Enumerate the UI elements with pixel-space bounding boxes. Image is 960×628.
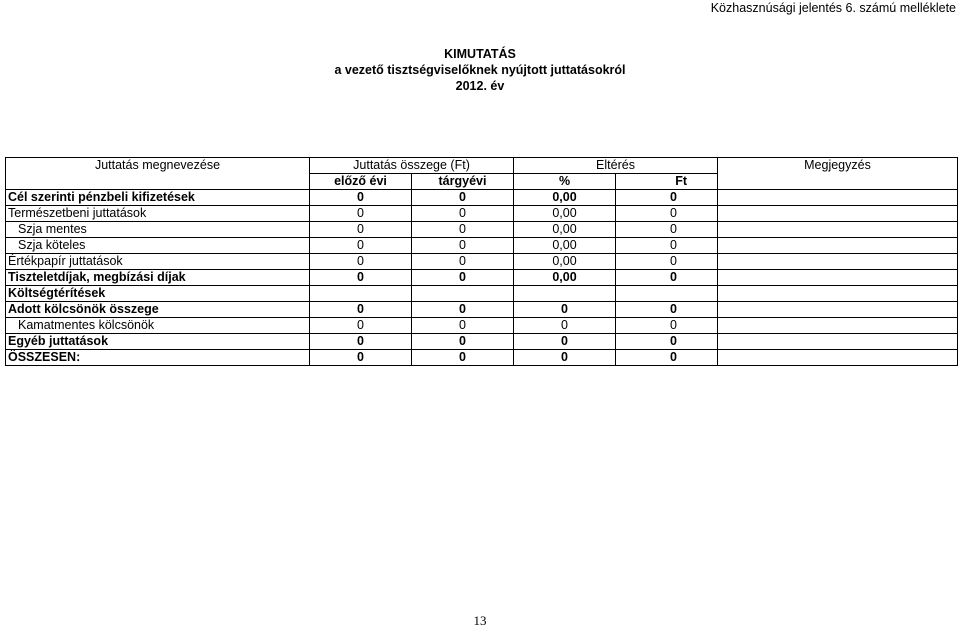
row-ft-value: 0: [616, 270, 718, 286]
row-label: Értékpapír juttatások: [6, 254, 310, 270]
row-curr-value: 0: [412, 190, 514, 206]
table-header-row-2: [6, 174, 958, 190]
table-header-row-1: [6, 158, 958, 174]
table-row: [6, 206, 958, 222]
row-label: Természetbeni juttatások: [6, 206, 310, 222]
row-note: [718, 190, 958, 206]
row-ft-value: 0: [616, 350, 718, 366]
row-ft-value: 0: [616, 190, 718, 206]
title-line-2: a vezető tisztségviselőknek nyújtott juttatásokról: [334, 63, 626, 77]
row-ft-value: 0: [616, 334, 718, 350]
table-row: [6, 190, 958, 206]
row-prev-value: 0: [310, 238, 412, 254]
title-line-1: KIMUTATÁS: [444, 47, 516, 61]
row-prev-value: 0: [310, 318, 412, 334]
row-curr-value: 0: [412, 270, 514, 286]
row-note: [718, 318, 958, 334]
header-name-cont: [6, 174, 310, 190]
header-diff: Eltérés: [514, 158, 718, 174]
row-prev-value: 0: [310, 222, 412, 238]
row-label: Szja mentes: [6, 222, 310, 238]
row-prev-value: 0: [310, 206, 412, 222]
row-ft-value: 0: [616, 222, 718, 238]
table-row: [6, 286, 958, 302]
page-number: 13: [473, 613, 487, 628]
row-curr-value: 0: [412, 350, 514, 366]
row-note: [718, 222, 958, 238]
row-pct-value: 0,00: [514, 238, 616, 254]
row-curr-value: 0: [412, 206, 514, 222]
table-row: [6, 270, 958, 286]
row-note: [718, 238, 958, 254]
table-row: [6, 302, 958, 318]
row-prev-value: 0: [310, 190, 412, 206]
row-prev-value: 0: [310, 334, 412, 350]
row-label: Kamatmentes kölcsönök: [6, 318, 310, 334]
row-label: ÖSSZESEN:: [6, 350, 310, 366]
row-note: [718, 286, 958, 302]
header-note: Közhasznúsági jelentés 6. számú melléklete: [710, 1, 956, 15]
row-pct-value: 0,00: [514, 270, 616, 286]
row-curr-value: 0: [412, 238, 514, 254]
benefits-table: [5, 157, 958, 366]
header-note-cont: [718, 174, 958, 190]
row-prev-value: 0: [310, 270, 412, 286]
row-pct-value: [514, 286, 616, 302]
header-name: Juttatás megnevezése: [6, 158, 310, 174]
table-row: [6, 350, 958, 366]
row-ft-value: 0: [616, 254, 718, 270]
row-label: Egyéb juttatások: [6, 334, 310, 350]
header-prev: előző évi: [310, 174, 412, 190]
row-curr-value: [412, 286, 514, 302]
row-pct-value: 0: [514, 350, 616, 366]
table-row: [6, 254, 958, 270]
row-prev-value: 0: [310, 350, 412, 366]
row-label: Szja köteles: [6, 238, 310, 254]
table-row: [6, 238, 958, 254]
row-pct-value: 0: [514, 334, 616, 350]
row-pct-value: 0: [514, 302, 616, 318]
row-pct-value: 0: [514, 318, 616, 334]
table-row: [6, 318, 958, 334]
row-curr-value: 0: [412, 318, 514, 334]
row-label: Cél szerinti pénzbeli kifizetések: [6, 190, 310, 206]
report-title: [0, 46, 960, 94]
row-note: [718, 206, 958, 222]
row-ft-value: 0: [616, 206, 718, 222]
header-amount: Juttatás összege (Ft): [310, 158, 514, 174]
row-curr-value: 0: [412, 302, 514, 318]
row-pct-value: 0,00: [514, 190, 616, 206]
header-ft: Ft: [616, 174, 718, 190]
header-pct: %: [514, 174, 616, 190]
row-label: Adott kölcsönök összege: [6, 302, 310, 318]
row-note: [718, 350, 958, 366]
row-curr-value: 0: [412, 334, 514, 350]
row-pct-value: 0,00: [514, 206, 616, 222]
row-curr-value: 0: [412, 254, 514, 270]
table-row: [6, 334, 958, 350]
header-curr: tárgyévi: [412, 174, 514, 190]
row-ft-value: 0: [616, 318, 718, 334]
row-note: [718, 302, 958, 318]
row-label: Költségtérítések: [6, 286, 310, 302]
row-ft-value: [616, 286, 718, 302]
table-row: [6, 222, 958, 238]
row-pct-value: 0,00: [514, 254, 616, 270]
row-pct-value: 0,00: [514, 222, 616, 238]
title-line-3: 2012. év: [455, 79, 505, 93]
row-prev-value: [310, 286, 412, 302]
row-curr-value: 0: [412, 222, 514, 238]
row-note: [718, 270, 958, 286]
row-prev-value: 0: [310, 302, 412, 318]
header-note: Megjegyzés: [718, 158, 958, 174]
row-label: Tiszteletdíjak, megbízási díjak: [6, 270, 310, 286]
row-ft-value: 0: [616, 302, 718, 318]
row-ft-value: 0: [616, 238, 718, 254]
row-note: [718, 334, 958, 350]
row-prev-value: 0: [310, 254, 412, 270]
row-note: [718, 254, 958, 270]
